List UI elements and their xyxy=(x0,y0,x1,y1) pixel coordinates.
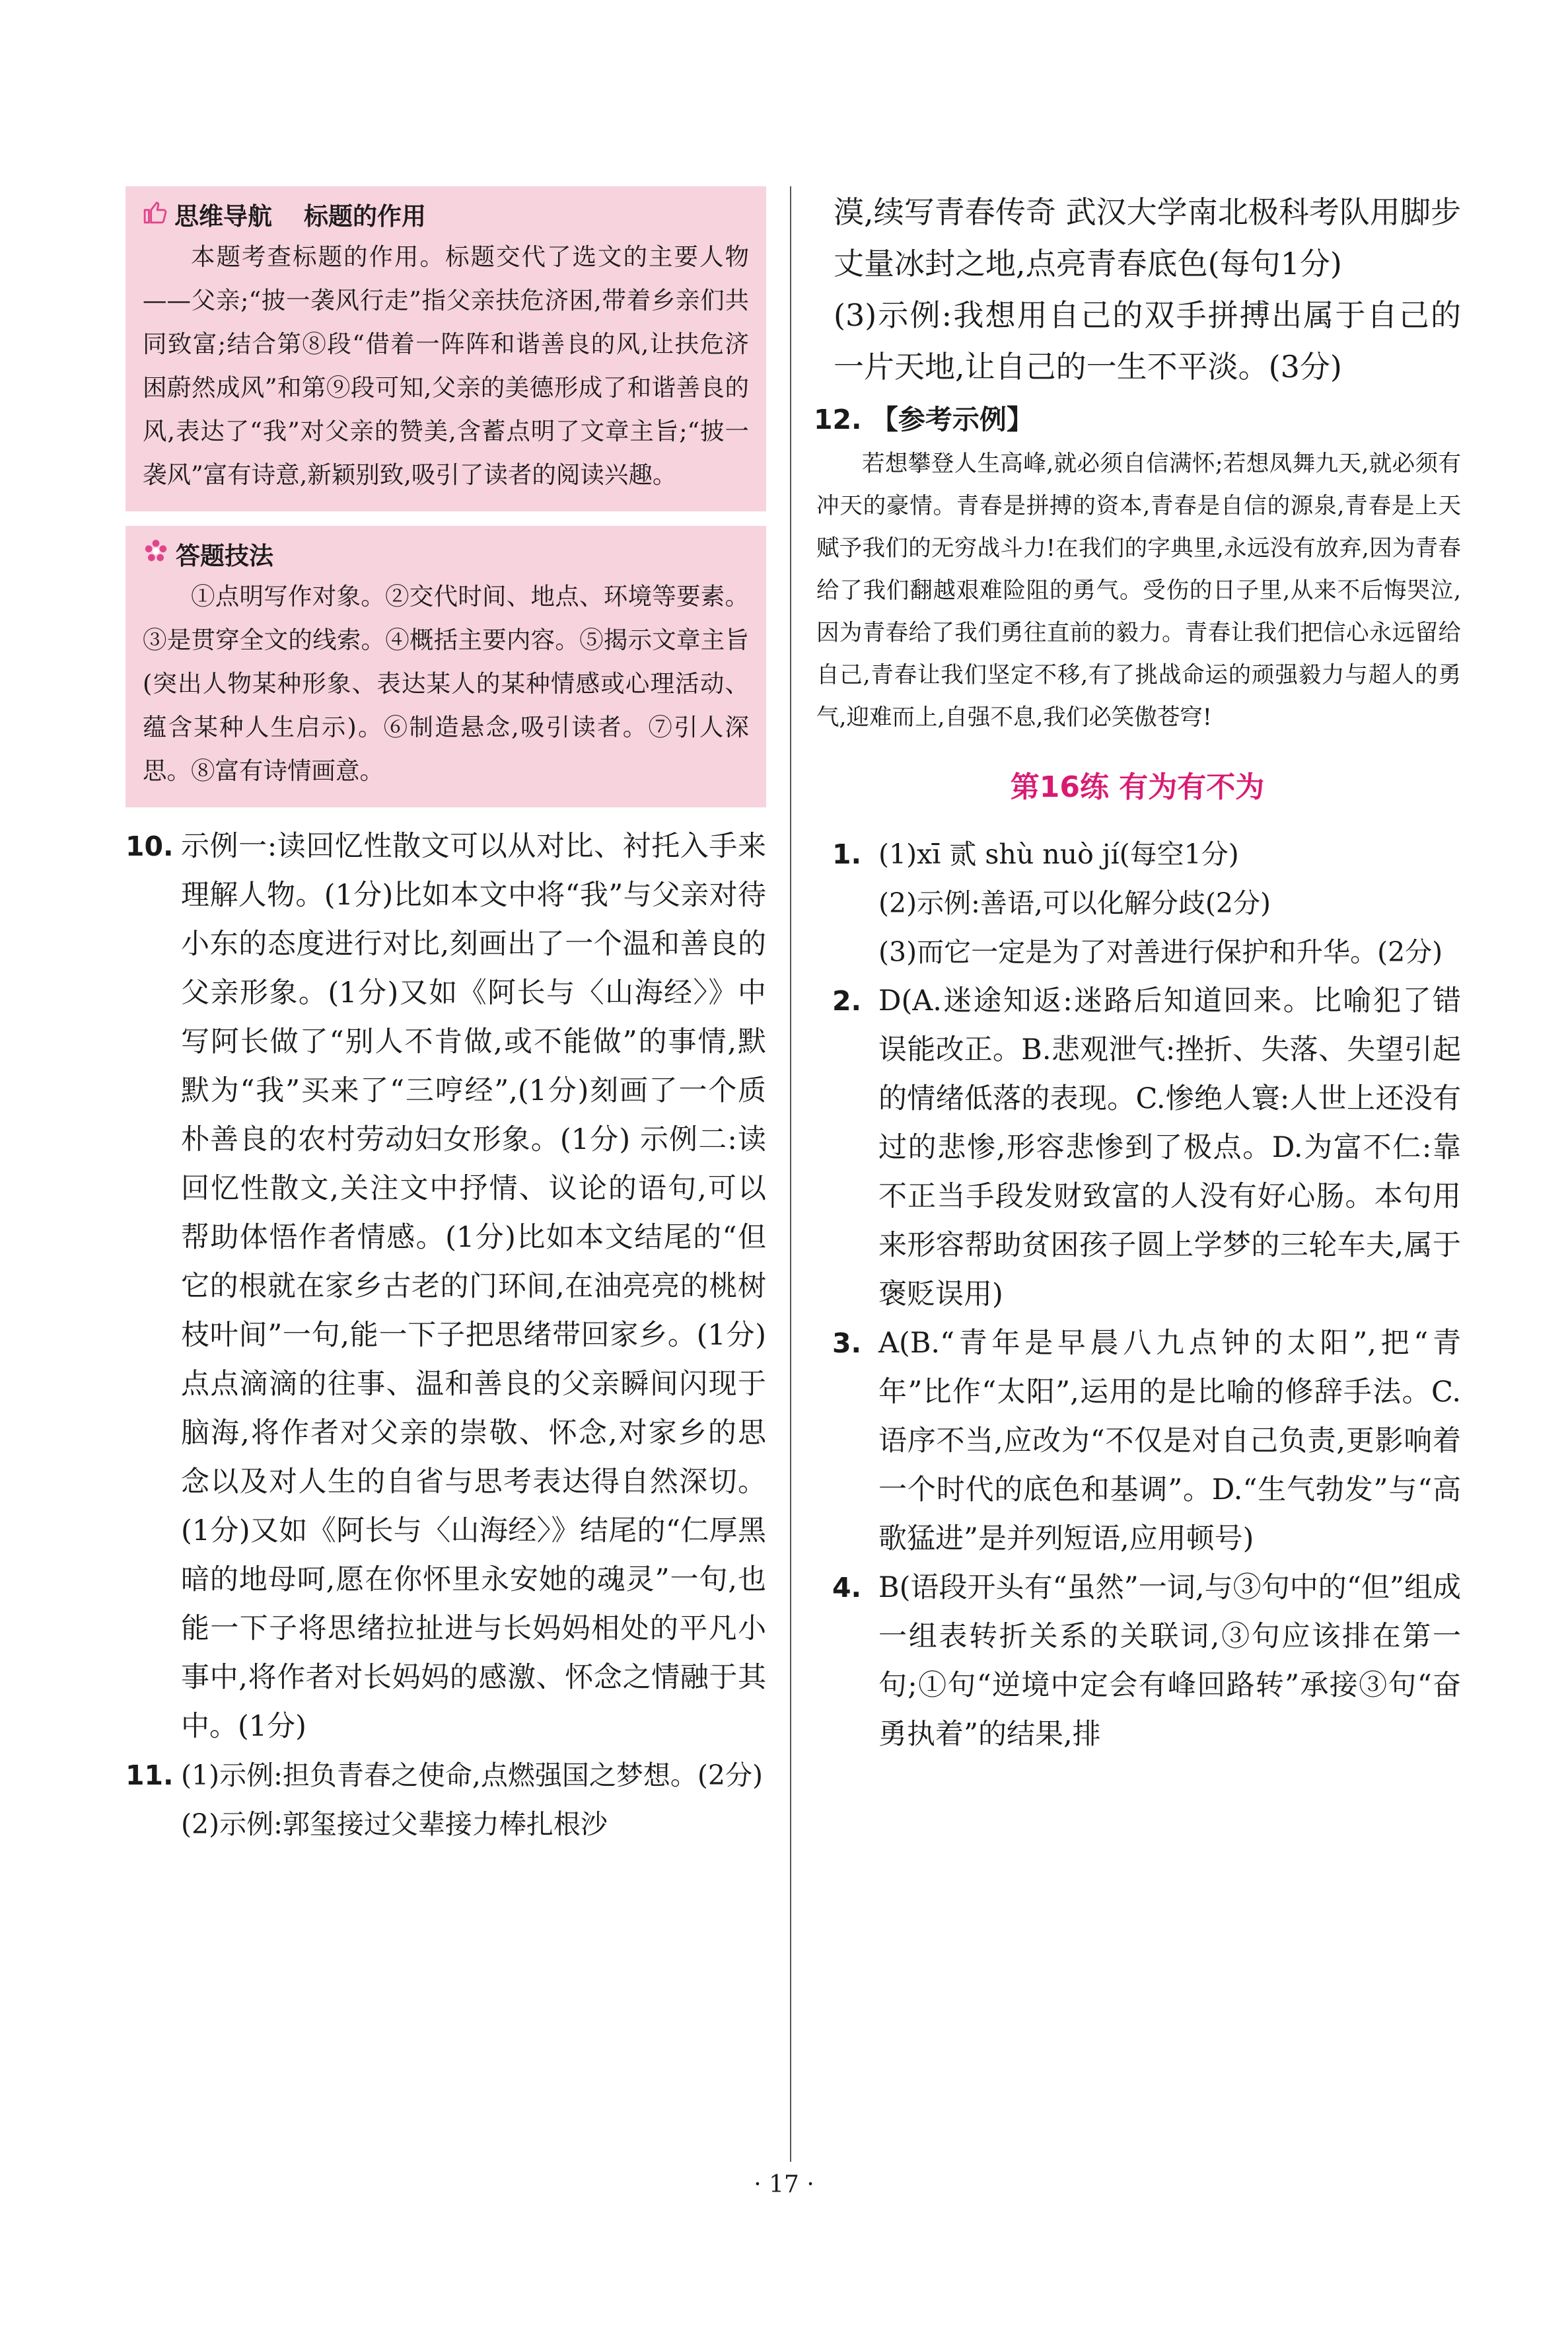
question-11-continued xyxy=(814,186,1461,392)
question-11-part-1: (1)示例:担负青春之使命,点燃强国之梦想。(2分) xyxy=(181,1759,763,1791)
question-number: 1. xyxy=(832,838,862,870)
answer-1 xyxy=(814,830,1461,977)
right-column xyxy=(814,186,1461,1759)
question-number: 11. xyxy=(125,1759,174,1791)
answer-skills-label: 答题技法 xyxy=(176,542,273,570)
question-number: 3. xyxy=(832,1327,862,1359)
question-12-sample-text: 若想攀登人生高峰,就必须自信满怀;若想凤舞九天,就必须有冲天的豪情。青春是拼搏的资本,青春是自信的源泉,青春是上天赋予我们的无穷战斗力!在我们的字典里,永远没有放弃,因为青春给了我们翻越艰难险阻的勇气。受伤的日子里,从来不后悔哭泣,因为青春给了我们勇往直前的毅力。青春让我们把信心永远留给自己,青春让我们坚定不移,有了挑战命运的顽强毅力与超人的勇气,迎难而上,自强不息,我们必笑傲苍穹! xyxy=(816,451,1461,731)
answer-3-text: A(B.“青年是早晨八九点钟的太阳”,把“青年”比作“太阳”,运用的是比喻的修辞手法。C.语序不当,应改为“不仅是对自己负责,更影响着一个时代的底色和基调”。D.“生气勃发”与“高歌猛进”是并列短语,应用顿号) xyxy=(878,1327,1461,1555)
question-12-heading xyxy=(814,396,1461,443)
flower-icon xyxy=(143,538,169,575)
question-11-part-2-continued: 漠,续写青春传奇 武汉大学南北极科考队用脚步丈量冰封之地,点亮青春底色(每句1分) xyxy=(834,194,1461,281)
thinking-guide-title xyxy=(143,198,749,235)
answer-1-part-2: (2)示例:善语,可以化解分歧(2分) xyxy=(878,887,1271,919)
answer-4 xyxy=(814,1563,1461,1759)
question-number: 2. xyxy=(832,985,862,1017)
page-number: · 17 · xyxy=(754,2171,814,2198)
question-11 xyxy=(125,1751,766,1849)
question-11-part-3: (3)示例:我想用自己的双手拼搏出属于自己的一片天地,让自己的一生不平淡。(3分) xyxy=(834,297,1461,385)
thumbs-up-icon xyxy=(143,198,168,235)
question-number: 10. xyxy=(125,830,174,862)
question-10 xyxy=(125,822,766,1751)
answer-skills-title xyxy=(143,538,749,575)
answer-skills-text: ①点明写作对象。②交代时间、地点、环境等要素。③是贯穿全文的线索。④概括主要内容。⑤揭示文章主旨(突出人物某种形象、表达某人的某种情感或心理活动、蕴含某种人生启示)。⑥制造悬念,吸引读者。⑦引人深思。⑧富有诗情画意。 xyxy=(143,582,749,785)
thinking-guide-box xyxy=(125,186,766,511)
thinking-guide-topic: 标题的作用 xyxy=(304,202,426,231)
answer-4-text: B(语段开头有“虽然”一词,与③句中的“但”组成一组表转折关系的关联词,③句应该排在第一句;①句“逆境中定会有峰回路转”承接③句“奋勇执着”的结果,排 xyxy=(878,1571,1461,1751)
thinking-guide-text: 本题考查标题的作用。标题交代了选文的主要人物——父亲;“披一袭风行走”指父亲扶危济困,带着乡亲们共同致富;结合第⑧段“借着一阵阵和谐善良的风,让扶危济困蔚然成风”和第⑨段可知,父亲的美德形成了和谐善良的风,表达了“我”对父亲的赞美,含蓄点明了文章主旨;“披一袭风”富有诗意,新颖别致,吸引了读者的阅读兴趣。 xyxy=(143,242,749,489)
answer-2-text: D(A.迷途知返:迷路后知道回来。比喻犯了错误能改正。B.悲观泄气:挫折、失落、失望引起的情绪低落的表现。C.惨绝人寰:人世上还没有过的悲惨,形容悲惨到了极点。D.为富不仁:靠不正当手段发财致富的人没有好心肠。本句用来形容帮助贫困孩子圆上学梦的三轮车夫,属于褒贬误用) xyxy=(878,984,1461,1311)
section-title: 第16练 有为有不为 xyxy=(1010,770,1265,804)
answer-3 xyxy=(814,1319,1461,1563)
answer-1-part-3: (3)而它一定是为了对善进行保护和升华。(2分) xyxy=(878,936,1443,968)
left-column xyxy=(125,186,766,1849)
question-number: 12. xyxy=(814,404,862,435)
answer-1-part-1: (1)xī 贰 shù nuò jí(每空1分) xyxy=(878,838,1239,870)
question-11-part-2: (2)示例:郭玺接过父辈接力棒扎根沙 xyxy=(181,1808,608,1840)
thinking-guide-label: 思维导航 xyxy=(174,202,272,231)
answer-skills-box xyxy=(125,526,766,807)
reference-example-label: 【参考示例】 xyxy=(871,404,1034,435)
column-divider xyxy=(790,186,791,2162)
question-number: 4. xyxy=(832,1572,862,1604)
answer-2 xyxy=(814,977,1461,1319)
question-10-answer: 示例一:读回忆性散文可以从对比、衬托入手来理解人物。(1分)比如本文中将“我”与父亲对待小东的态度进行对比,刻画出了一个温和善良的父亲形象。(1分)又如《阿长与〈山海经〉》中写阿长做了“别人不肯做,或不能做”的事情,默默为“我”买来了“三哼经”,(1分)刻画了一个质朴善良的农村劳动妇女形象。(1分) 示例二:读回忆性散文,关注文中抒情、议论的语句,可以帮助体悟作者情感。(1分)比如本文结尾的“但它的根就在家乡古老的门环间,在油亮亮的桃树枝叶间”一句,能一下子把思绪带回家乡。(1分)点点滴滴的往事、温和善良的父亲瞬间闪现于脑海,将作者对父亲的崇敬、怀念,对家乡的思念以及对人生的自省与思考表达得自然深切。(1分)又如《阿长与〈山海经〉》结尾的“仁厚黑暗的地母呵,愿在你怀里永安她的魂灵”一句,也能一下子将思绪拉扯进与长妈妈相处的平凡小事中,将作者对长妈妈的感激、怀念之情融于其中。(1分) xyxy=(181,830,766,1743)
